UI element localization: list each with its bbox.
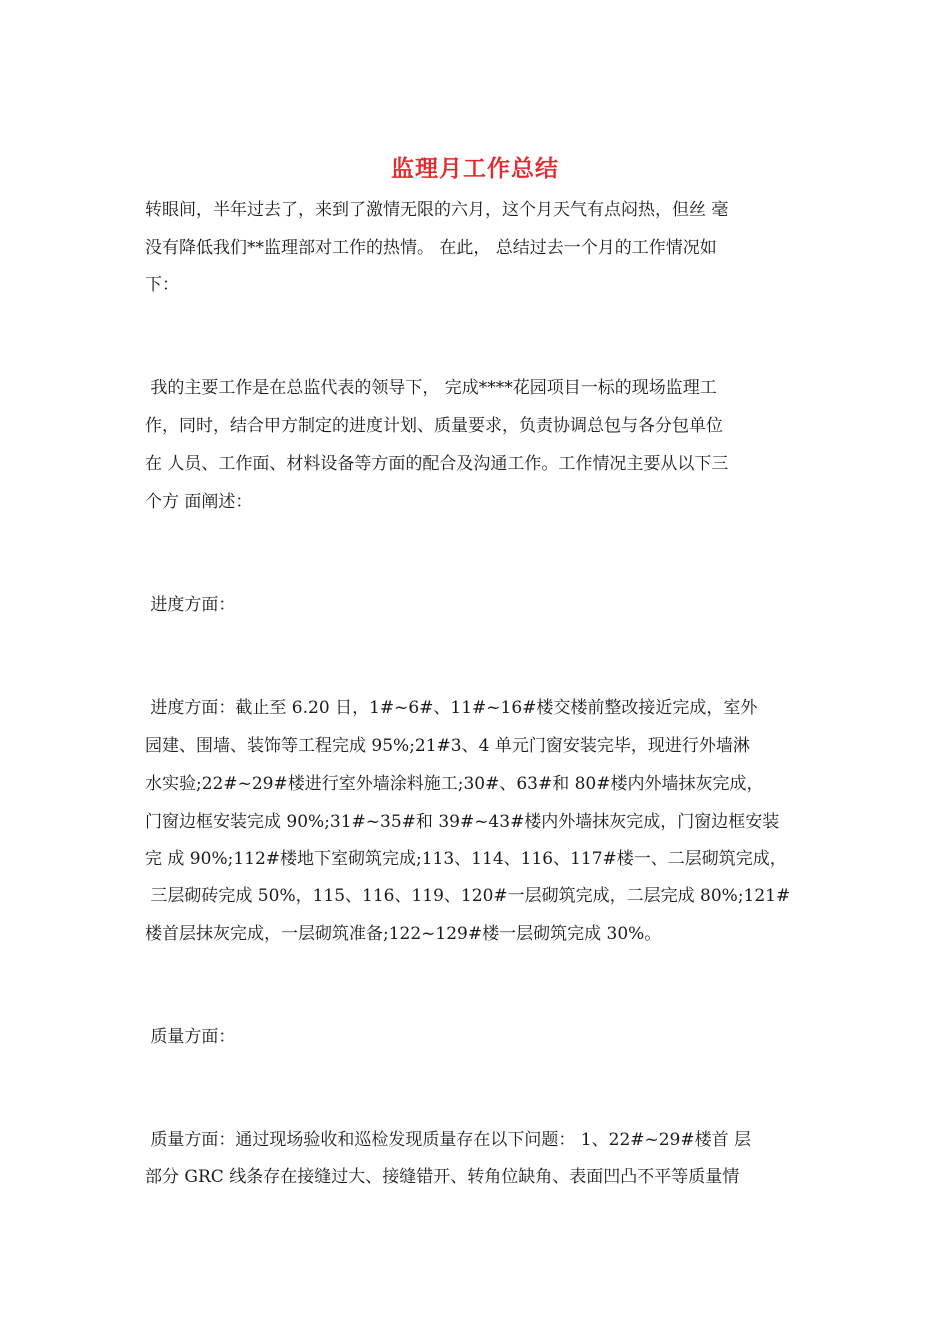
paragraph-line: 进度方面：截止至 6.20 日，1#~6#、11#~16#楼交楼前整改接近完成，室外 [145,698,758,718]
paragraph-line: 我的主要工作是在总监代表的领导下， 完成****花园项目一标的现场监理工 [145,378,717,398]
paragraph-line: 三层砌砖完成 50%，115、116、119、120#一层砌筑完成，二层完成 80%;121# [145,886,791,906]
section-heading: 进度方面： [145,595,236,615]
paragraph-line: 园建、围墙、装饰等工程完成 95%;21#3、4 单元门窗安装完毕，现进行外墙淋 [145,736,750,756]
paragraph-line: 个方 面阐述： [145,492,253,512]
section-heading: 质量方面： [145,1027,236,1047]
paragraph-line: 楼首层抹灰完成，一层砌筑准备;122~129#楼一层砌筑完成 30%。 [145,924,662,944]
paragraph-line: 下： [145,275,179,295]
paragraph-line: 部分 GRC 线条存在接缝过大、接缝错开、转角位缺角、表面凹凸不平等质量情 [145,1167,740,1187]
document-title: 监理月工作总结 [391,155,559,182]
paragraph-line: 作，同时，结合甲方制定的进度计划、质量要求，负责协调总包与各分包单位 [145,416,723,436]
paragraph-line: 门窗边框安装完成 90%;31#~35#和 39#~43#楼内外墙抹灰完成，门窗边框安装 [145,812,780,832]
paragraph-line: 在 人员、工作面、材料设备等方面的配合及沟通工作。工作情况主要从以下三 [145,454,729,474]
paragraph-line: 转眼间，半年过去了，来到了激情无限的六月，这个月天气有点闷热，但丝 毫 [145,200,729,220]
paragraph-line: 水实验;22#~29#楼进行室外墙涂料施工;30#、63#和 80#楼内外墙抹灰完成， [145,774,764,794]
paragraph-line: 完 成 90%;112#楼地下室砌筑完成;113、114、116、117#楼一、二层砌筑完成， [145,849,787,869]
paragraph-line: 质量方面：通过现场验收和巡检发现质量存在以下问题： 1、22#~29#楼首 层 [145,1130,752,1150]
paragraph-line: 没有降低我们**监理部对工作的热情。 在此， 总结过去一个月的工作情况如 [145,238,717,258]
